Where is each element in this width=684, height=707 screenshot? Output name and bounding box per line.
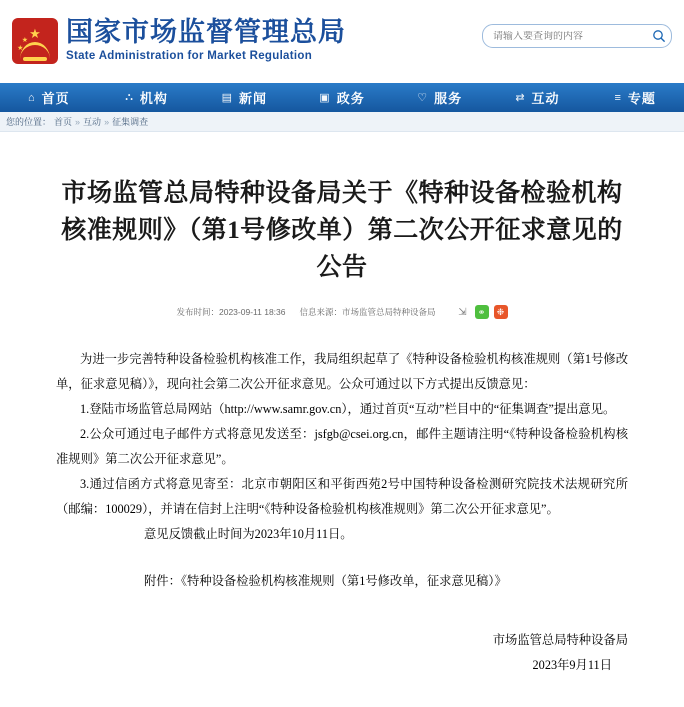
search-icon (652, 29, 666, 43)
national-emblem-icon (12, 18, 58, 64)
paragraph-channel-2: 2.公众可通过电子邮件方式将意见发送至：jsfgb@csei.org.cn，邮件主题请注明“《特种设备检验机构核准规则》第二次公开征求意见”。 (56, 427, 628, 466)
article (0, 175, 684, 678)
site-title-cn: 国家市场监督管理总局 (66, 17, 346, 47)
search-input[interactable] (483, 31, 647, 42)
breadcrumb-separator-2: » (104, 116, 110, 127)
signature-org: 市场监管总局特种设备局 (492, 633, 628, 647)
org-icon: ⛬ (125, 91, 134, 103)
heart-icon: ♡ (417, 92, 429, 104)
home-icon: ⌂ (28, 91, 36, 104)
weibo-icon[interactable]: ❉ (494, 305, 508, 319)
paragraph-intro: 为进一步完善特种设备检验机构核准工作，我局组织起草了《特种设备检验机构核准规则（第1号修改单，征求意见稿）》，现向社会第二次公开征求意见。公众可通过以下方式提出反馈意见： (56, 352, 628, 391)
nav-item-topic[interactable] (586, 83, 684, 112)
share-icon[interactable]: ⇲ (458, 306, 467, 318)
breadcrumb-item-interaction[interactable]: 互动 (83, 117, 102, 127)
main-navigation (0, 83, 684, 112)
nav-item-government[interactable] (293, 83, 391, 112)
nav-item-interaction[interactable] (489, 83, 587, 112)
article-meta (56, 305, 628, 319)
site-header (0, 0, 684, 83)
nav-label-government: 政务 (336, 91, 365, 106)
nav-item-news[interactable] (195, 83, 293, 112)
nav-label-interaction: 互动 (531, 91, 560, 106)
breadcrumb-item-home[interactable]: 首页 (54, 117, 73, 127)
paragraph-deadline: 意见反馈截止时间为2023年10月11日。 (144, 527, 353, 541)
government-icon: ▣ (319, 92, 331, 104)
breadcrumb-prefix: 您的位置： (6, 117, 52, 127)
breadcrumb-separator-1: » (75, 116, 81, 127)
topic-icon: ≡ (614, 91, 622, 104)
nav-label-news: 新闻 (238, 91, 267, 106)
attachment-link[interactable]: 附件：《特种设备检验机构核准规则（第1号修改单，征求意见稿）》 (144, 574, 507, 588)
wechat-icon[interactable]: ⚭ (475, 305, 489, 319)
site-title (66, 17, 346, 62)
site-title-en: State Administration for Market Regulation (66, 50, 313, 62)
emblem-star-small-2: ★ (17, 45, 24, 52)
page-title: 市场监管总局特种设备局关于《特种设备检验机构核准规则》（第1号修改单）第二次公开征求意见的公告 (61, 180, 623, 281)
nav-item-service[interactable] (391, 83, 489, 112)
publish-time: 发布时间：2023-09-11 18:36 (176, 307, 286, 317)
news-icon: ▤ (221, 92, 233, 104)
emblem-wheat-shape (23, 57, 47, 61)
nav-label-service: 服务 (434, 91, 463, 106)
emblem-star-small-1: ★ (21, 37, 29, 44)
search-button[interactable] (647, 26, 671, 46)
paragraph-channel-1: 1.登陆市场监管总局网站（http://www.samr.gov.cn），通过首页“互动”栏目中的“征集调查”提出意见。 (80, 402, 616, 416)
nav-item-org[interactable] (98, 83, 196, 112)
emblem-star-large: ★ (29, 26, 41, 41)
source: 信息来源：市场监管总局特种设备局 (299, 307, 436, 317)
nav-label-org: 机构 (139, 91, 168, 106)
paragraph-channel-3: 3.通过信函方式将意见寄至：北京市朝阳区和平街西苑2号中国特种设备检测研究院技术法规研究所（邮编：100029），并请在信封上注明“《特种设备检验机构核准规则》第二次公开征求意见”。 (56, 477, 628, 516)
breadcrumb-item-survey[interactable]: 征集调查 (112, 117, 149, 127)
search-box[interactable] (482, 24, 672, 48)
nav-label-home: 首页 (41, 91, 70, 106)
breadcrumb (0, 112, 684, 132)
nav-label-topic: 专题 (627, 91, 656, 106)
article-body (56, 347, 628, 594)
share-group (456, 305, 508, 319)
nav-item-home[interactable] (0, 83, 98, 112)
exchange-icon: ⇄ (515, 92, 526, 104)
signature-date: 2023年9月11日 (532, 658, 612, 672)
signature (56, 628, 628, 678)
